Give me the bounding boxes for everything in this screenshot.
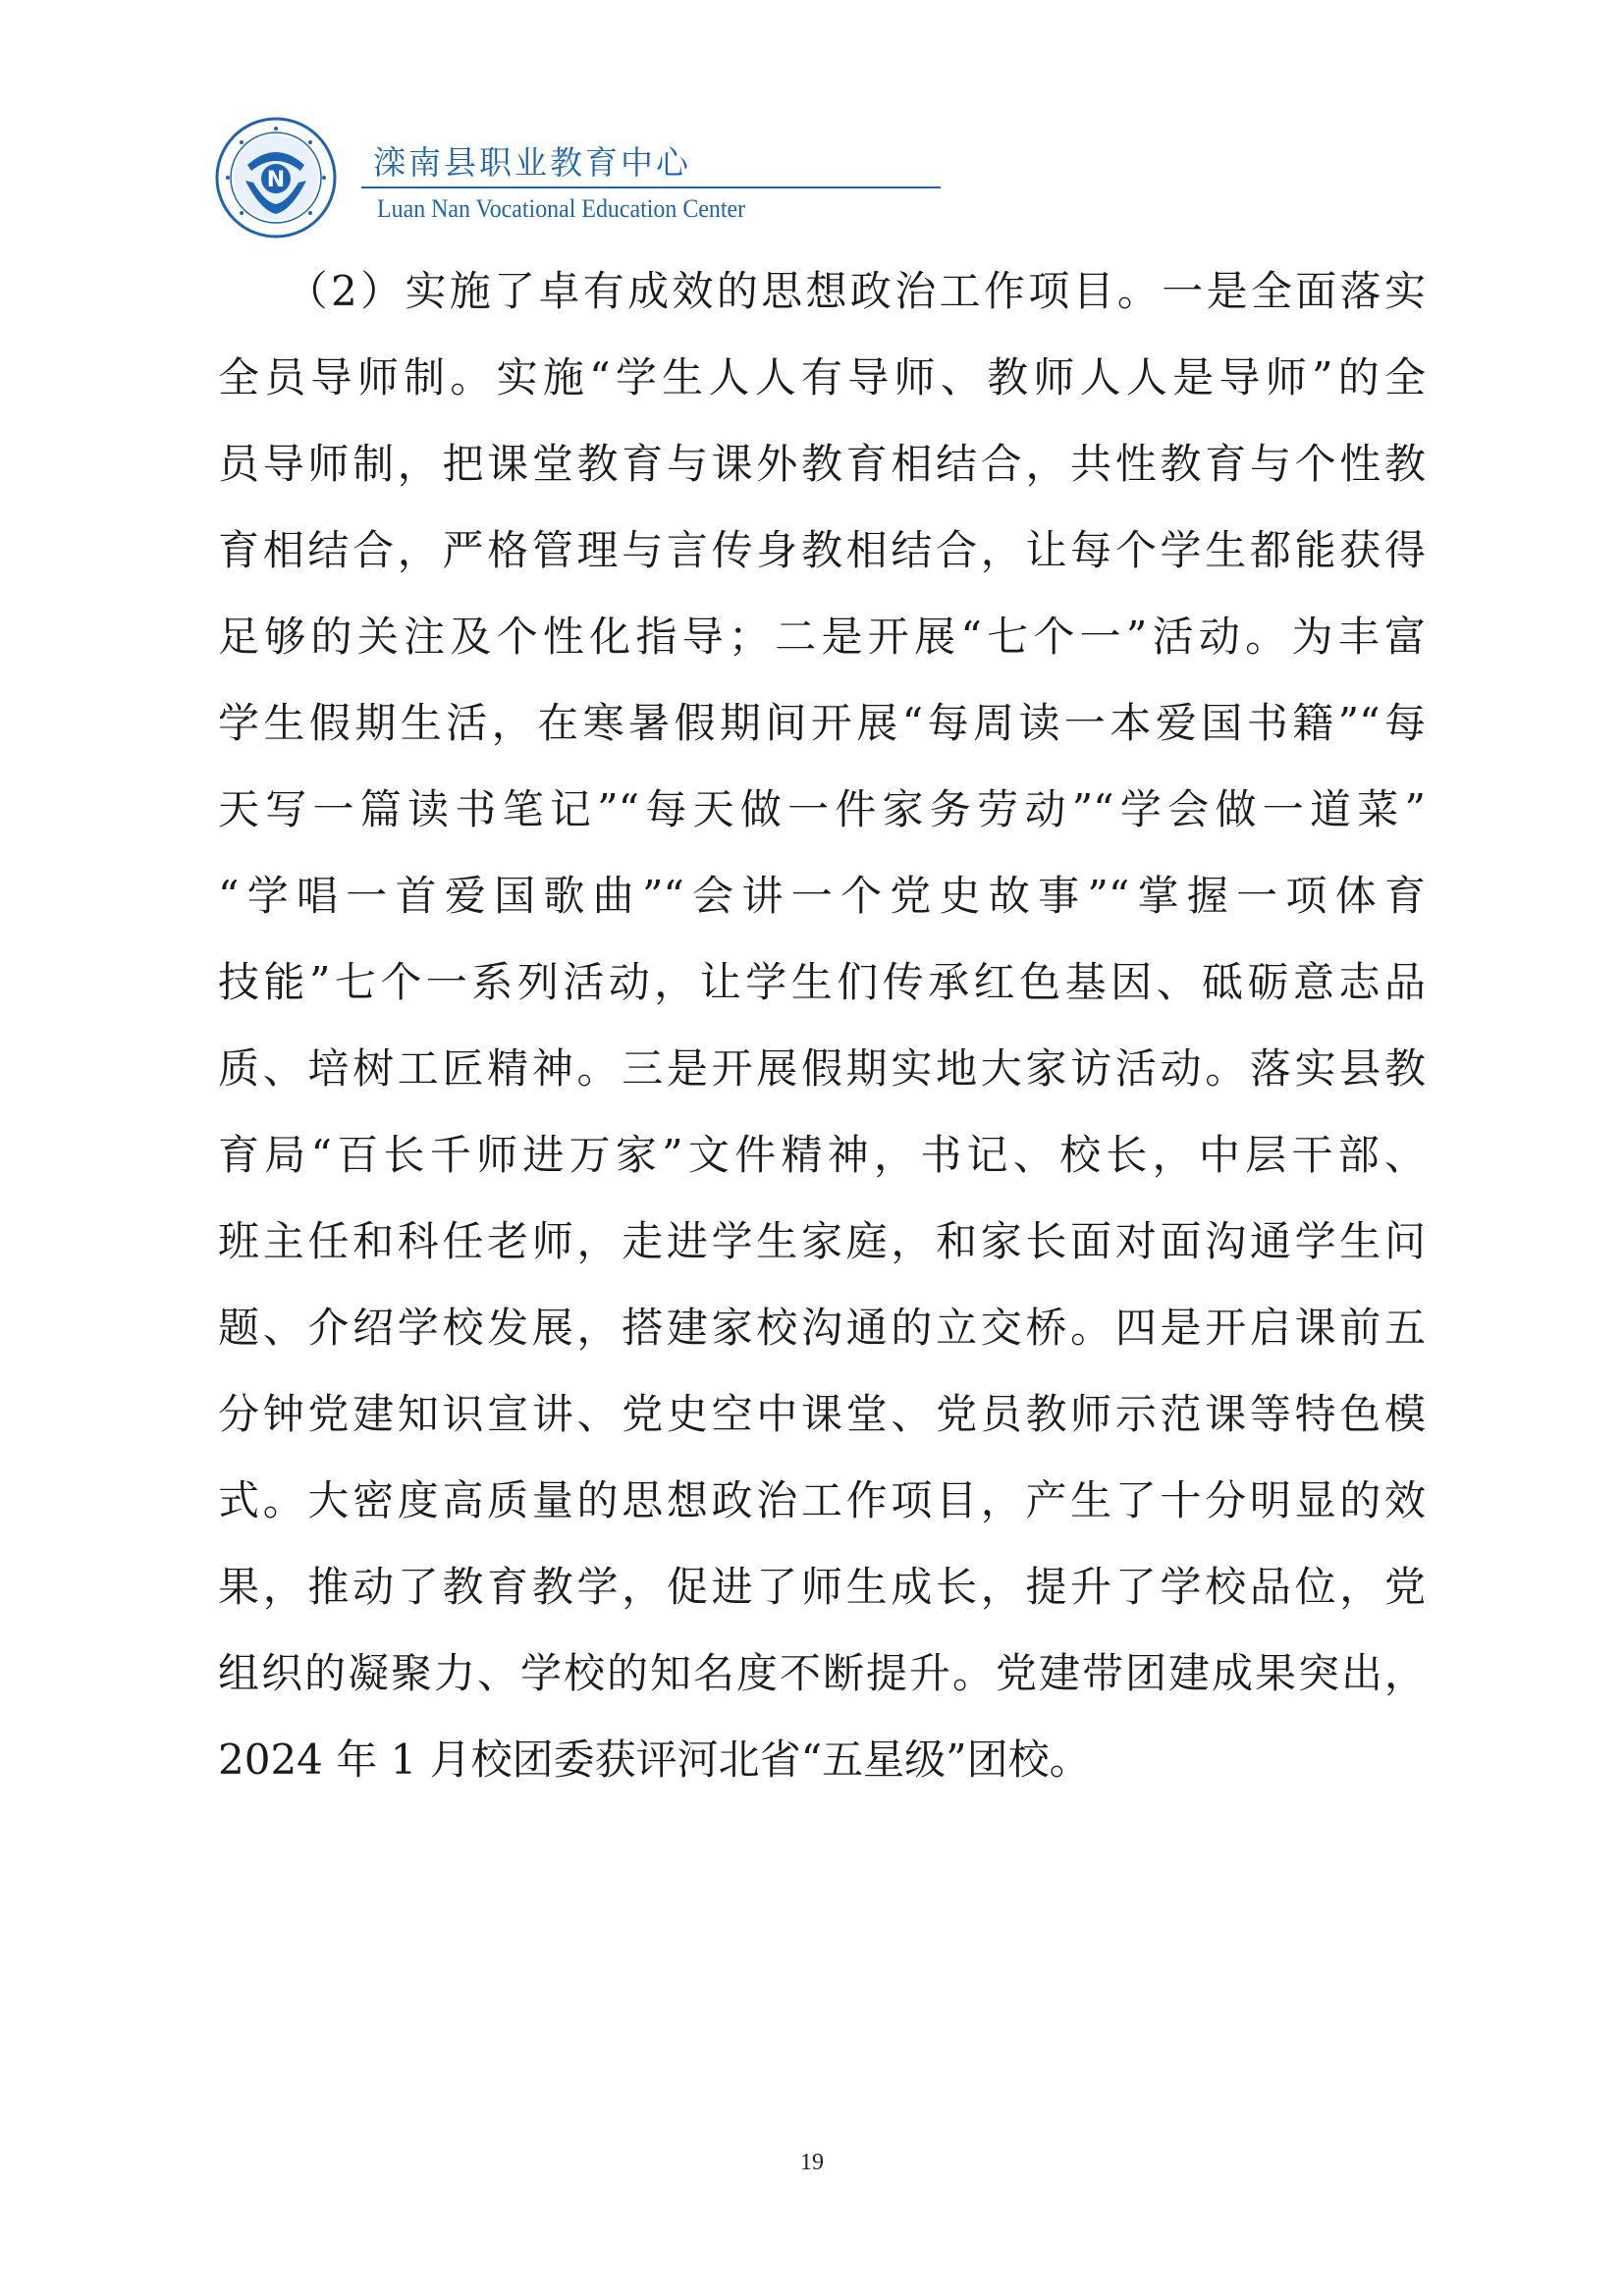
body-line: （2）实施了卓有成效的思想政治工作项目。一是全面落实: [218, 267, 1426, 315]
body-line: 质、培树工匠精神。三是开展假期实地大家访活动。落实县教: [218, 1044, 1426, 1093]
body-line: 题、介绍学校发展，搭建家校沟通的立交桥。四是开启课前五: [218, 1304, 1426, 1352]
body-line: 学生假期生活，在寒暑假期间开展“每周读一本爱国书籍”“每: [218, 699, 1426, 747]
body-line: “学唱一首爱国歌曲”“会讲一个党史故事”“掌握一项体育: [218, 872, 1426, 920]
page-number: 19: [800, 2150, 824, 2175]
body-line: 组织的凝聚力、学校的知名度不断提升。党建带团建成果突出，: [218, 1649, 1426, 1697]
body-paragraph: [218, 248, 1426, 1803]
body-line: 育相结合，严格管理与言传身教相结合，让每个学生都能获得: [218, 526, 1426, 574]
body-line: 分钟党建知识宣讲、党史空中课堂、党员教师示范课等特色模: [218, 1390, 1426, 1438]
body-line: 班主任和科任老师，走进学生家庭，和家长面对面沟通学生问: [218, 1217, 1426, 1265]
body-line: 员导师制，把课堂教育与课外教育相结合，共性教育与个性教: [218, 440, 1426, 488]
body-line: 式。大密度高质量的思想政治工作项目，产生了十分明显的效: [218, 1476, 1426, 1524]
body-line: 技能”七个一系列活动，让学生们传承红色基因、砥砺意志品: [218, 958, 1426, 1006]
school-name-cn: 滦南县职业教育中心: [373, 143, 691, 182]
document-header: [214, 116, 764, 234]
body-line: 育局“百长千师进万家”文件精神，书记、校长，中层干部、: [218, 1131, 1426, 1179]
body-line: 果，推动了教育教学，促进了师生成长，提升了学校品位，党: [218, 1563, 1426, 1611]
body-line: 全员导师制。实施“学生人人有导师、教师人人是导师”的全: [218, 353, 1426, 401]
logo-letter: N: [266, 168, 286, 192]
body-line: 足够的关注及个性化指导；二是开展“七个一”活动。为丰富: [218, 613, 1426, 661]
header-divider: [361, 187, 941, 188]
school-name-en: Luan Nan Vocational Education Center: [377, 194, 746, 223]
school-logo: [214, 116, 338, 240]
body-line: 2024 年 1 月校团委获评河北省“五星级”团校。: [218, 1735, 1091, 1784]
body-line: 天写一篇读书笔记”“每天做一件家务劳动”“学会做一道菜”: [218, 785, 1426, 833]
